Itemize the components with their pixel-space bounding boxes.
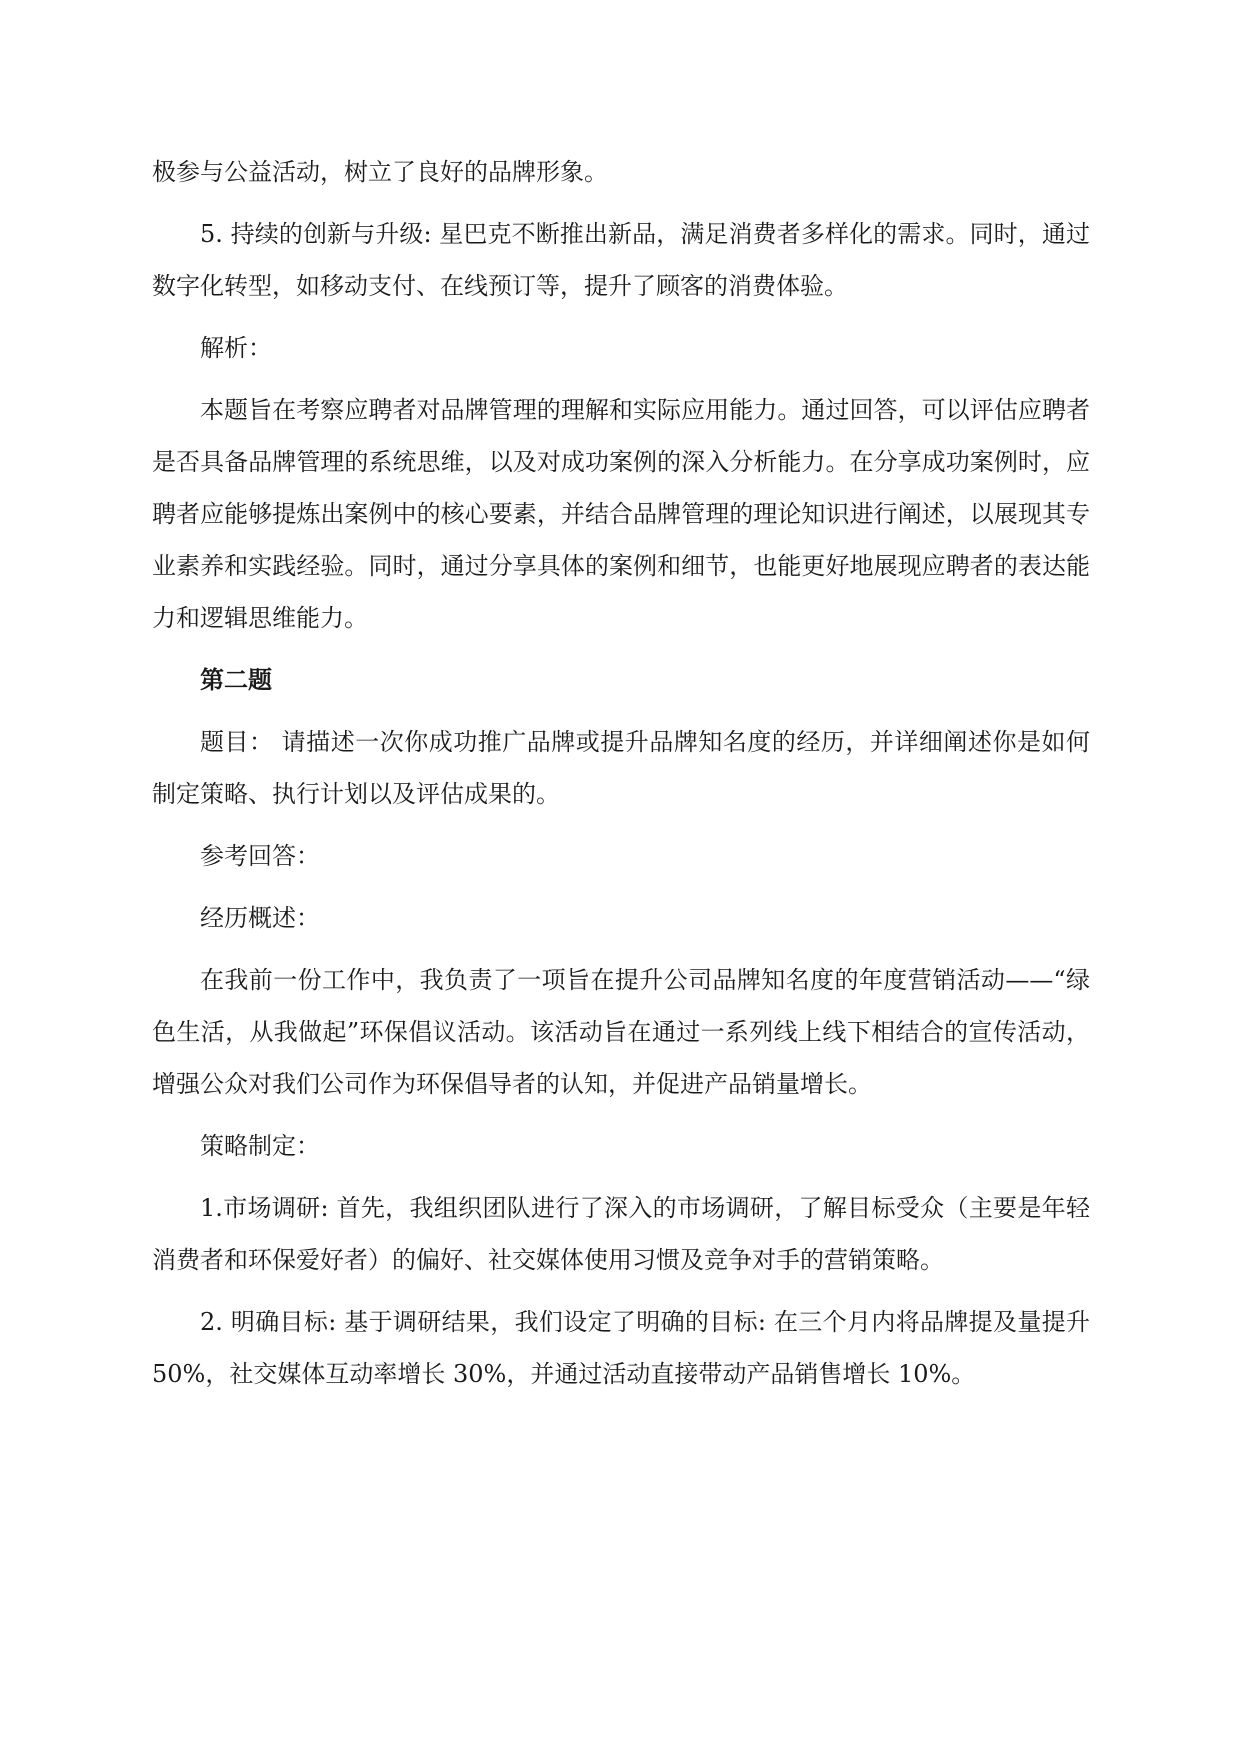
paragraph-12: 2. 明确目标: 基于调研结果，我们设定了明确的目标: 在三个月内将品牌提及量提升 50%，社交媒体互动率增长 30%，并通过活动直接带动产品销售增长 10%。 bbox=[152, 1308, 1090, 1388]
paragraph-7: 参考回答： bbox=[200, 842, 320, 870]
paragraph-8: 经历概述： bbox=[200, 904, 320, 932]
paragraph-11: 1.市场调研: 首先，我组织团队进行了深入的市场调研，了解目标受众（主要是年轻消费者和环保爱好者）的偏好、社交媒体使用习惯及竞争对手的营销策略。 bbox=[152, 1194, 1090, 1274]
paragraph-3: 解析： bbox=[200, 334, 272, 362]
section-heading: 第二题 bbox=[200, 665, 272, 694]
paragraph-9: 在我前一份工作中，我负责了一项旨在提升公司品牌知名度的年度营销活动——“绿色生活，从我做起”环保倡议活动。该活动旨在通过一系列线上线下相结合的宣传活动，增强公众对我们公司作为环保倡导者的认知，并促进产品销量增长。 bbox=[152, 966, 1090, 1098]
paragraph-6: 题目： 请描述一次你成功推广品牌或提升品牌知名度的经历，并详细阐述你是如何制定策略、执行计划以及评估成果的。 bbox=[152, 728, 1090, 808]
paragraph-4: 本题旨在考察应聘者对品牌管理的理解和实际应用能力。通过回答，可以评估应聘者是否具备品牌管理的系统思维，以及对成功案例的深入分析能力。在分享成功案例时，应聘者应能够提炼出案例中的核心要素，并结合品牌管理的理论知识进行阐述，以展现其专业素养和实践经验。同时，通过分享具体的案例和细节，也能更好地展现应聘者的表达能力和逻辑思维能力。 bbox=[152, 396, 1090, 632]
paragraph-2: 5. 持续的创新与升级: 星巴克不断推出新品，满足消费者多样化的需求。同时，通过数字化转型，如移动支付、在线预订等，提升了顾客的消费体验。 bbox=[152, 220, 1090, 300]
document-body bbox=[152, 146, 1090, 1410]
paragraph-10: 策略制定： bbox=[200, 1132, 320, 1160]
paragraph-1: 极参与公益活动，树立了良好的品牌形象。 bbox=[152, 158, 608, 186]
